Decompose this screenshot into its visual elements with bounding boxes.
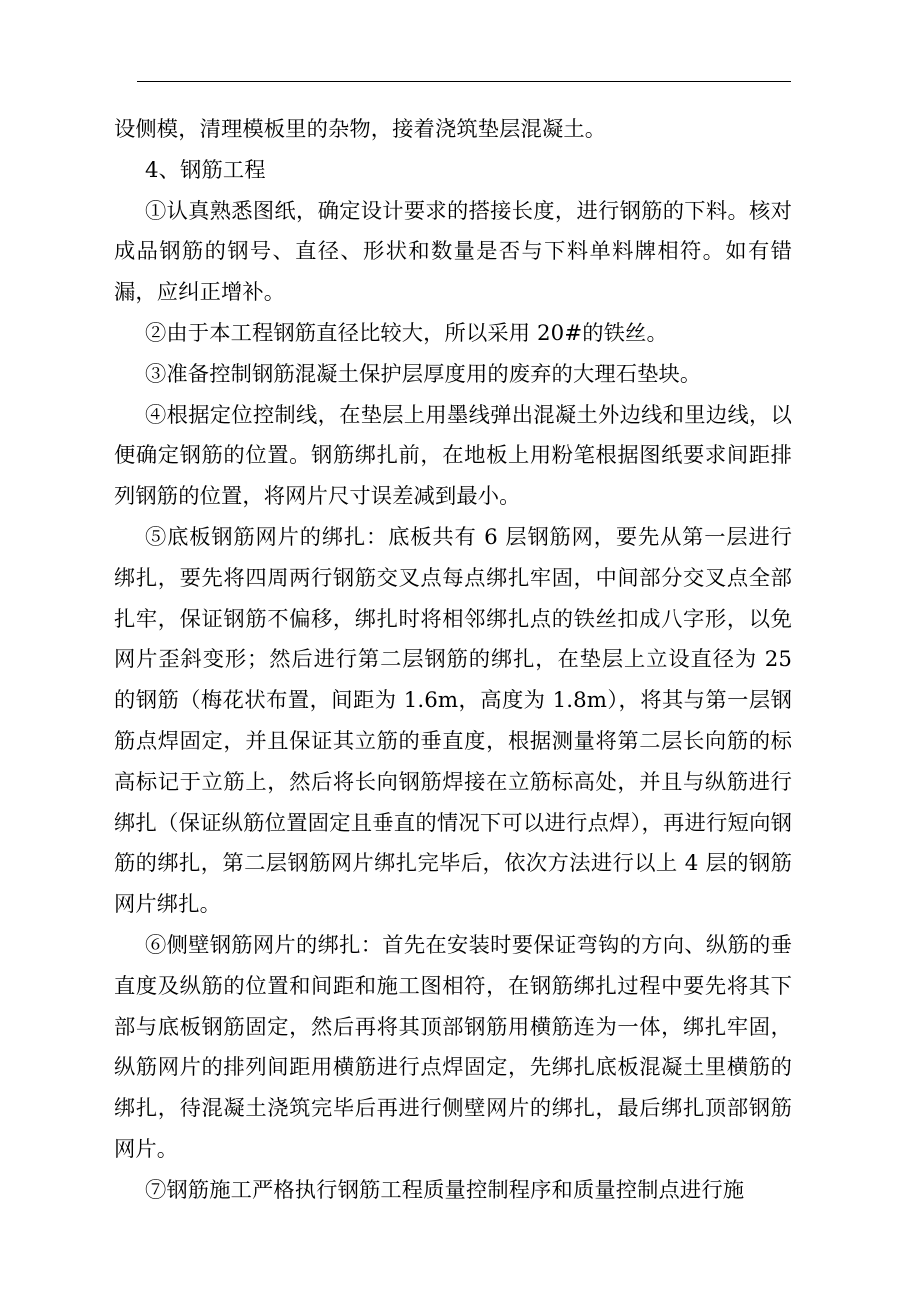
paragraph-item-3: ③准备控制钢筋混凝土保护层厚度用的废弃的大理石垫块。 — [145, 361, 702, 387]
paragraph-item-1: ①认真熟悉图纸，确定设计要求的搭接长度，进行钢筋的下料。核对成品钢筋的钢号、直径、形状和数量是否与下料单料牌相符。如有错漏，应纠正增补。 — [114, 198, 792, 306]
paragraph-item-6: ⑥侧壁钢筋网片的绑扎：首先在安装时要保证弯钩的方向、纵筋的垂直度及纵筋的位置和间距和施工图相符，在钢筋绑扎过程中要先将其下部与底板钢筋固定，然后再将其顶部钢筋用横筋连为一体，绑扎牢固，纵筋网片的排列间距用横筋进行点焊固定，先绑扎底板混凝土里横筋的绑扎，待混凝土浇筑完毕后再进行侧壁网片的绑扎，最后绑扎顶部钢筋网片。 — [114, 932, 792, 1162]
paragraph-continuation: 设侧模，清理模板里的杂物，接着浇筑垫层混凝土。 — [114, 117, 607, 142]
paragraph-item-2: ②由于本工程钢筋直径比较大，所以采用 20#的铁丝。 — [145, 320, 668, 346]
section-heading: 4、钢筋工程 — [145, 157, 266, 183]
paragraph-item-4: ④根据定位控制线，在垫层上用墨线弹出混凝土外边线和里边线，以便确定钢筋的位置。钢筋绑扎前，在地板上用粉笔根据图纸要求间距排列钢筋的位置，将网片尺寸误差减到最小。 — [114, 402, 792, 510]
document-body — [114, 110, 792, 1212]
paragraph-item-5: ⑤底板钢筋网片的绑扎：底板共有 6 层钢筋网，要先从第一层进行绑扎，要先将四周两行钢筋交叉点每点绑扎牢固，中间部分交叉点全部扎牢，保证钢筋不偏移，绑扎时将相邻绑扎点的铁丝扣成八字形，以免网片歪斜变形；然后进行第二层钢筋的绑扎，在垫层上立设直径为 25 的钢筋（梅花状布置，间距为 1.6m，高度为 1.8m），将其与第一层钢筋点焊固定，并且保证其立筋的垂直度，根据测量将第二层长向筋的标高标记于立筋上，然后将长向钢筋焊接在立筋标高处，并且与纵筋进行绑扎（保证纵筋位置固定且垂直的情况下可以进行点焊），再进行短向钢筋的绑扎，第二层钢筋网片绑扎完毕后，依次方法进行以上 4 层的钢筋网片绑扎。 — [114, 524, 792, 918]
header-rule — [137, 81, 791, 82]
paragraph-item-7: ⑦钢筋施工严格执行钢筋工程质量控制程序和质量控制点进行施 — [145, 1177, 745, 1203]
